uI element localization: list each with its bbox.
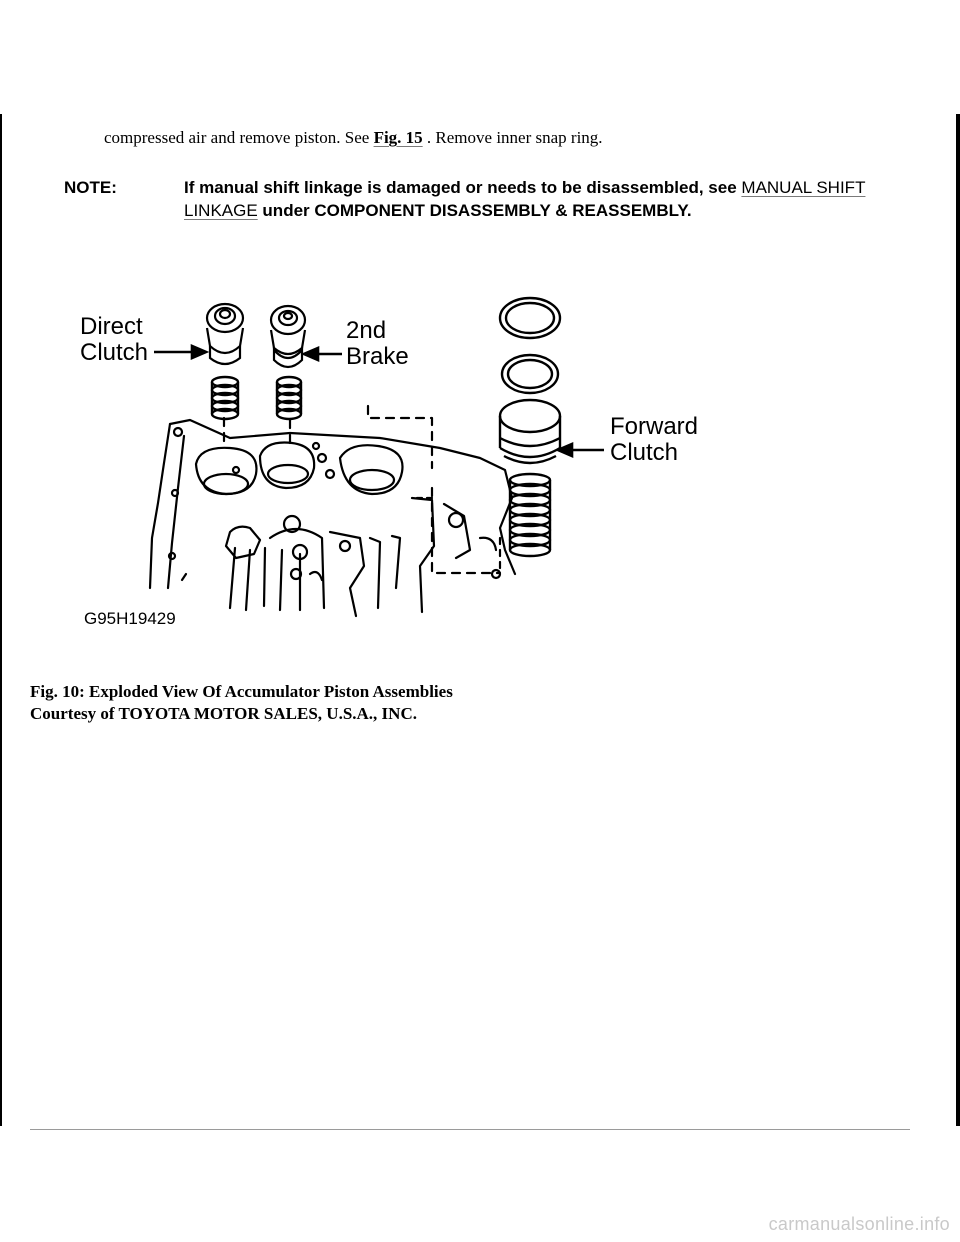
watermark-text: carmanualsonline.info (768, 1214, 950, 1234)
procedure-text (104, 128, 603, 148)
exploded-view-illustration (60, 288, 780, 638)
procedure-text-end: . Remove inner snap ring. (422, 128, 603, 147)
accumulator-piston-figure (60, 288, 780, 638)
note-text (184, 176, 904, 222)
label-direct-clutch-line2: Clutch (80, 339, 149, 366)
note-text-end: under COMPONENT DISASSEMBLY & REASSEMBLY. (257, 201, 692, 220)
valve-body-left-edge (150, 424, 170, 588)
fig-15-link[interactable]: Fig. 15 (373, 128, 423, 147)
2nd-brake-piston (271, 306, 305, 367)
figure-code: G95H19429 (84, 609, 176, 628)
direct-clutch-piston (207, 304, 243, 364)
direct-clutch-spring (212, 377, 238, 419)
note-text-start: If manual shift linkage is damaged or needs to be disassembled, see (184, 178, 742, 197)
caption-title: Fig. 10: Exploded View Of Accumulator Piston Assemblies (30, 682, 453, 701)
label-2nd-brake-line1: 2nd (346, 317, 387, 344)
right-border-rule (956, 114, 960, 1126)
label-forward-clutch-line1: Forward (610, 413, 699, 440)
label-2nd-brake-line2: Brake (346, 343, 409, 370)
figure-caption (30, 681, 453, 725)
procedure-text-start: compressed air and remove piston. See (104, 128, 374, 147)
footer-rule (30, 1129, 910, 1130)
forward-clutch-o-rings (500, 298, 560, 393)
manual-shift-linkage-link[interactable]: MANUAL SHIFT LINKAGE (184, 178, 866, 220)
caption-credit: Courtesy of TOYOTA MOTOR SALES, U.S.A., INC. (30, 704, 417, 723)
left-border-rule (0, 114, 2, 1126)
label-direct-clutch-line1: Direct (80, 313, 143, 340)
forward-clutch-piston (500, 400, 560, 463)
2nd-brake-spring (277, 377, 301, 419)
label-forward-clutch-line2: Clutch (610, 439, 679, 466)
forward-clutch-spring (510, 474, 550, 556)
note-label: NOTE: (64, 178, 117, 197)
